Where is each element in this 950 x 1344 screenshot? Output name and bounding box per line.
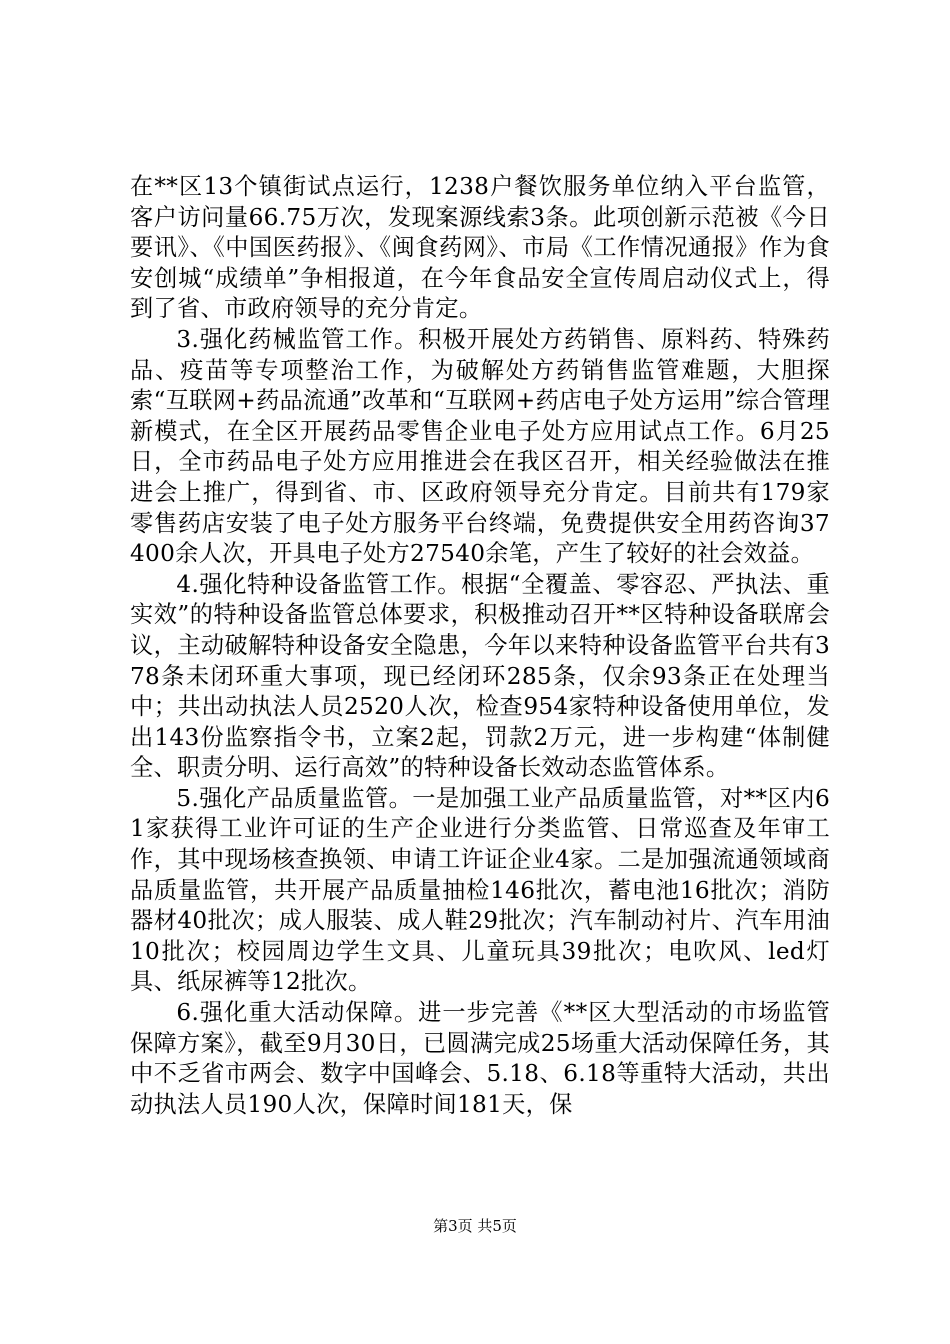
paragraph-4: 5.强化产品质量监管。一是加强工业产品质量监管，对**区内61家获得工业许可证的生产企业进行分类监管、日常巡查及年审工作，其中现场核查换领、申请工许证企业4家。二是加强流通领域商品质量监管，共开展产品质量抽检146批次，蓄电池16批次；消防器材40批次；成人服装、成人鞋29批次；汽车制动衬片、汽车用油10批次；校园周边学生文具、儿童玩具39批次；电吹风、led灯具、纸尿裤等12批次。 <box>130 784 830 996</box>
document-body <box>130 172 830 1120</box>
page-footer: 第3页 共5页 <box>433 1217 517 1235</box>
paragraph-1: 在**区13个镇街试点运行，1238户餐饮服务单位纳入平台监管，客户访问量66.75万次，发现案源线索3条。此项创新示范被《今日要讯》、《中国医药报》、《闽食药网》、市局《工作情况通报》作为食安创城“成绩单”争相报道，在今年食品安全宣传周启动仪式上，得到了省、市政府领导的充分肯定。 <box>130 173 830 323</box>
paragraph-2: 3.强化药械监管工作。积极开展处方药销售、原料药、特殊药品、疫苗等专项整治工作，为破解处方药销售监管难题，大胆探索“互联网+药品流通”改革和“互联网+药店电子处方运用”综合管理新模式，在全区开展药品零售企业电子处方应用试点工作。6月25日，全市药品电子处方应用推进会在我区召开，相关经验做法在推进会上推广，得到省、市、区政府领导充分肯定。目前共有179家零售药店安装了电子处方服务平台终端，免费提供安全用药咨询37400余人次，开具电子处方27540余笔，产生了较好的社会效益。 <box>130 325 830 568</box>
paragraph-5: 6.强化重大活动保障。进一步完善《**区大型活动的市场监管保障方案》，截至9月30日，已圆满完成25场重大活动保障任务，其中不乏省市两会、数字中国峰会、5.18、6.18等重特大活动，共出动执法人员190人次，保障时间181天，保 <box>130 999 830 1118</box>
paragraph-3: 4.强化特种设备监管工作。根据“全覆盖、零容忍、严执法、重实效”的特种设备监管总体要求，积极推动召开**区特种设备联席会议，主动破解特种设备安全隐患，今年以来特种设备监管平台共有378条未闭环重大事项，现已经闭环285条，仅余93条正在处理当中；共出动执法人员2520人次，检查954家特种设备使用单位，发出143份监察指令书，立案2起，罚款2万元，进一步构建“体制健全、职责分明、运行高效”的特种设备长效动态监管体系。 <box>130 570 830 782</box>
